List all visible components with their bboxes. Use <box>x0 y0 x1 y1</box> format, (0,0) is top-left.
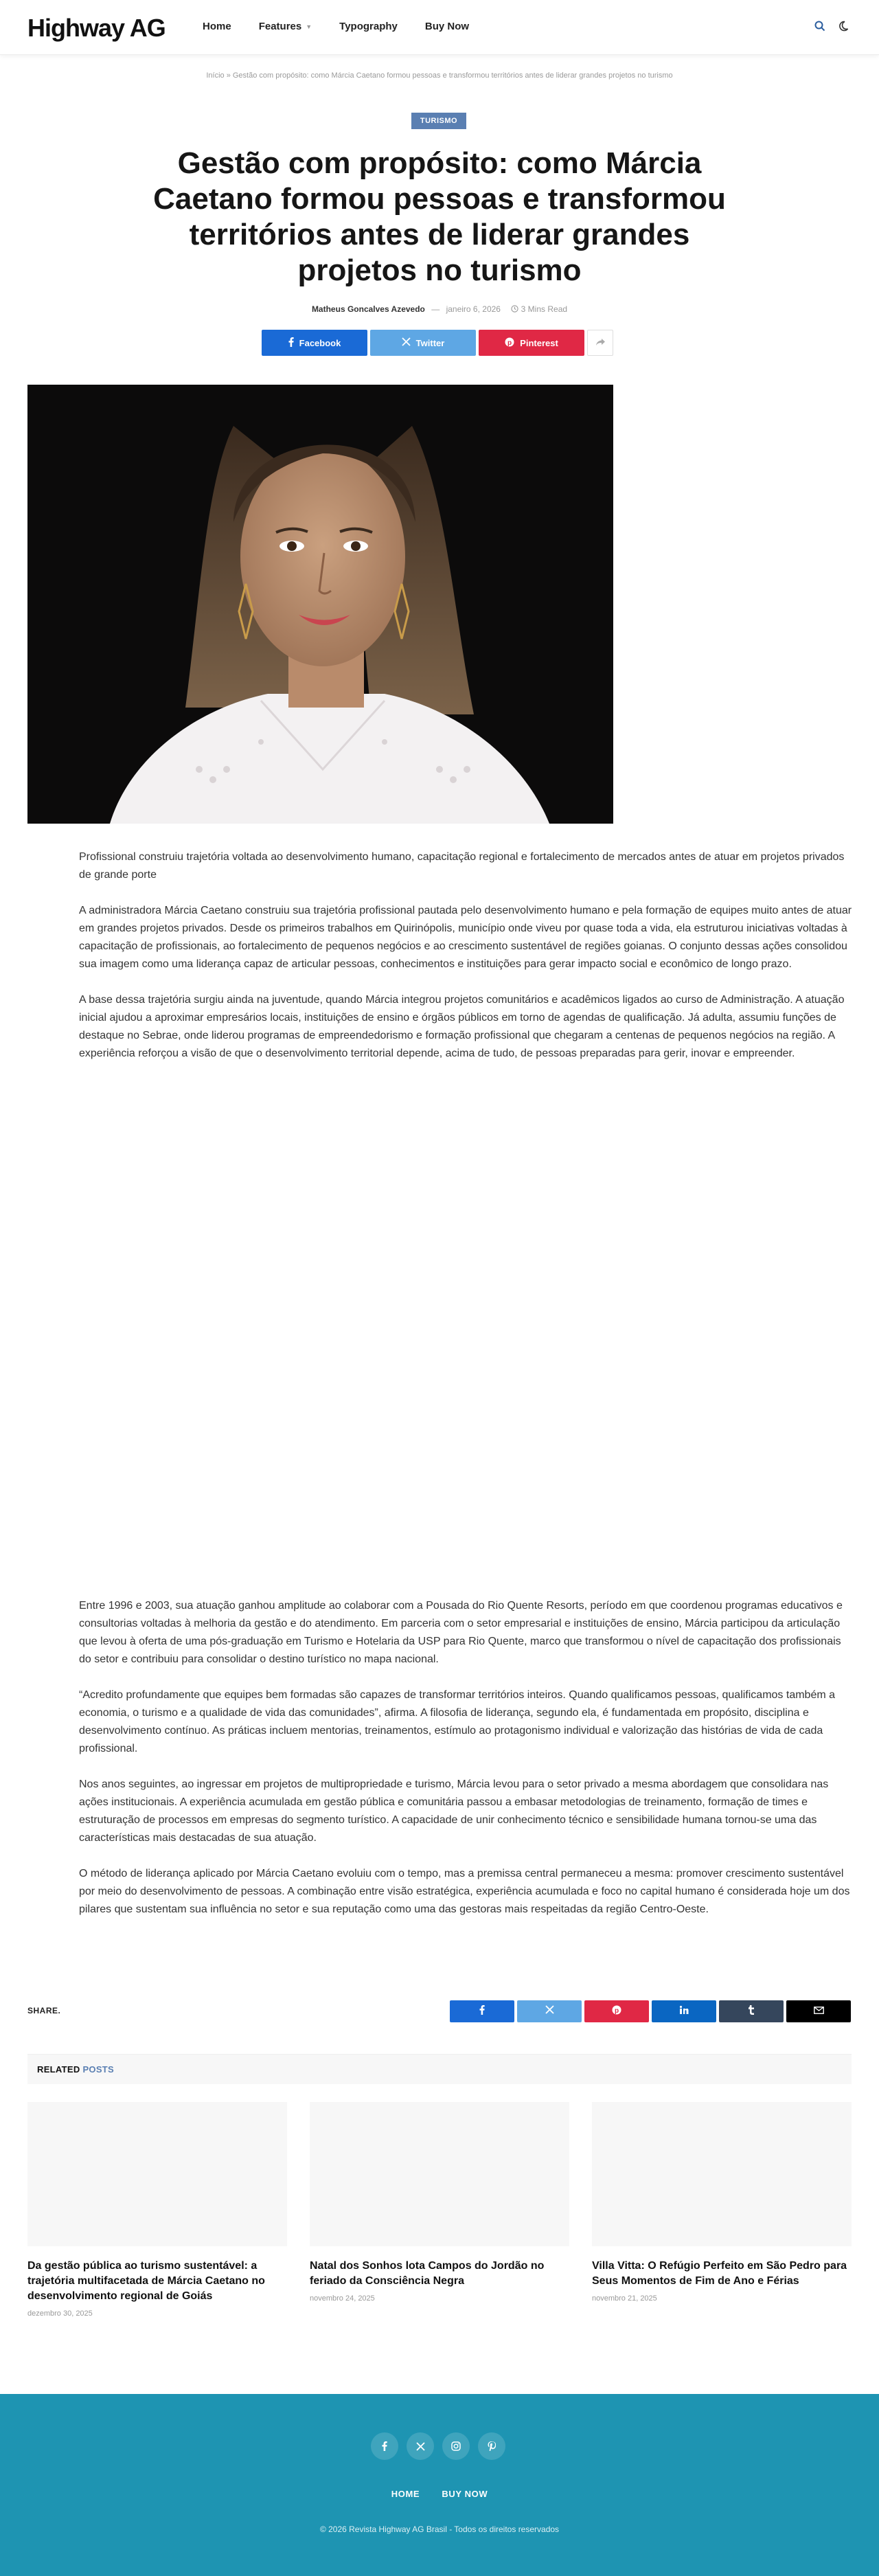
pinterest-icon <box>612 2005 621 2018</box>
related-posts-header <box>27 2054 852 2084</box>
related-post-thumbnail[interactable] <box>310 2102 569 2246</box>
facebook-icon[interactable] <box>371 2432 398 2460</box>
category-badge[interactable]: TURISMO <box>411 113 466 129</box>
share-twitter-button[interactable] <box>517 2000 582 2022</box>
footer-social-links <box>371 2432 505 2460</box>
related-post-thumbnail[interactable] <box>592 2102 852 2246</box>
site-footer <box>0 2394 879 2576</box>
breadcrumb[interactable]: Início » Gestão com propósito: como Márcia Caetano formou pessoas e transformou territórios antes de liderar grandes projetos no turismo <box>206 71 673 80</box>
svg-text:p: p <box>614 2007 619 2015</box>
article-paragraph: Nos anos seguintes, ao ingressar em projetos de multipropriedade e turismo, Márcia levou para o setor privado a mesma abordagem que consolidara nas ações institucionais. A experiência acumulada em gestão pública e comunitária passou a embasar metodologias de treinamento, formação de times e estruturação de processos em empresas do segmento turístico. A capacidade de unir conhecimento técnico e sensibilidade humana tornou-se uma das características mais destacadas de sua atuação. <box>79 1778 829 1844</box>
article-body-part-1 <box>79 848 855 1081</box>
meta-separator: — <box>431 304 440 314</box>
nav-features-label: Features <box>258 21 302 32</box>
related-post-thumbnail[interactable] <box>27 2102 287 2246</box>
share-arrow-icon <box>596 338 605 348</box>
share-twitter-button[interactable] <box>370 330 476 356</box>
footer-links <box>0 2489 879 2499</box>
nav-buy-now-label: Buy Now <box>424 21 470 32</box>
posts-label: POSTS <box>82 2064 115 2075</box>
nav-home-label: Home <box>203 21 231 32</box>
share-more-button[interactable] <box>587 330 613 356</box>
article-paragraph: “Acredito profundamente que equipes bem formadas são capazes de transformar territórios inteiros. Quando qualificamos pessoas, qualificamos também a economia, o turismo e a qualidade de vida das comunidades”, afirma. A filosofia de liderança, segundo ela, é fundamentada em propósito, disciplina e desenvolvimento contínuo. As práticas incluem mentorias, treinamentos, estímulo ao protagonismo individual e valorização das histórias de vida de cada profissional. <box>79 1689 836 1754</box>
related-post-title[interactable]: Villa Vitta: O Refúgio Perfeito em São Pedro para Seus Momentos de Fim de Ano e Férias <box>592 2260 847 2287</box>
pinterest-icon[interactable] <box>478 2432 505 2460</box>
share-pinterest-button[interactable] <box>479 330 584 356</box>
related-post-date: dezembro 30, 2025 <box>27 2309 93 2318</box>
share-facebook-button[interactable] <box>450 2000 514 2022</box>
share-label: SHARE. <box>27 2006 61 2015</box>
publish-date: janeiro 6, 2026 <box>446 304 501 314</box>
related-post-title[interactable]: Natal dos Sonhos lota Campos do Jordão no feriado da Consciência Negra <box>310 2260 545 2287</box>
related-label: RELATED <box>37 2064 80 2075</box>
hero-image <box>27 385 613 824</box>
x-twitter-icon <box>545 2005 554 2018</box>
pinterest-icon <box>505 337 514 349</box>
footer-copyright: © 2026 Revista Highway AG Brasil - Todos os direitos reservados <box>319 2524 560 2534</box>
author-name[interactable]: Matheus Goncalves Azevedo <box>311 304 425 314</box>
article-body-part-2 <box>79 1597 855 1936</box>
article-paragraph: Entre 1996 e 2003, sua atuação ganhou amplitude ao colaborar com a Pousada do Rio Quente Resorts, período em que coordenou programas educativos e consultorias voltadas à melhoria da gestão e do atendimento. Em parceria com o setor empresarial e instituições de ensino, Márcia participou da articulação que levou à oferta de uma pós-graduação em Turismo e Hotelaria da USP para Rio Quente, marco que transformou o nível de capacitação dos profissionais do setor e contribuiu para consolidar o destino turístico no mapa nacional. <box>79 1600 843 1665</box>
clock-icon <box>511 304 518 314</box>
dark-mode-icon[interactable] <box>836 19 850 33</box>
share-twitter-label: Twitter <box>415 337 445 348</box>
share-linkedin-button[interactable] <box>652 2000 716 2022</box>
nav-typography[interactable] <box>339 21 398 32</box>
footer-link-buy-now[interactable]: BUY NOW <box>442 2489 488 2499</box>
share-facebook-label: Facebook <box>299 337 341 348</box>
portrait-illustration <box>27 385 613 824</box>
article-paragraph: A administradora Márcia Caetano construiu sua trajetória profissional pautada pelo desenvolvimento humano e pela formação de equipes muito antes de atuar em grandes projetos privados. Desde os primeiros trabalhos em Quirinópolis, município onde viveu por quase toda a vida, ela estruturou iniciativas voltadas à capacitação de profissionais, ao fortalecimento de pequenos negócios e ao crescimento sustentável de regiões goianas. O conjunto dessas ações consolidou sua imagem como uma liderança capaz de articular pessoas, conhecimentos e instituições para gerar impacto social e econômico de longo prazo. <box>79 905 852 970</box>
main-nav <box>203 21 496 32</box>
nav-typography-label: Typography <box>339 21 398 32</box>
related-post-card[interactable] <box>27 2102 287 2318</box>
linkedin-icon <box>679 2005 689 2018</box>
article-paragraph: Profissional construiu trajetória voltada ao desenvolvimento humano, capacitação regional e fortalecimento de mercados antes de atuar em projetos privados de grande porte <box>79 851 845 881</box>
related-post-card[interactable] <box>592 2102 852 2303</box>
header-actions <box>813 19 850 33</box>
search-icon[interactable] <box>813 19 827 33</box>
related-post-title[interactable]: Da gestão pública ao turismo sustentável: a trajetória multifacetada de Márcia Caetano no desenvolvimento regional de Goiás <box>27 2260 265 2302</box>
article-paragraph: A base dessa trajetória surgiu ainda na juventude, quando Márcia integrou projetos comunitários e acadêmicos ligados ao curso de Administração. A atuação inicial ajudou a aproximar empresários locais, instituições de ensino e órgãos públicos em torno de agendas de qualificação. Já adulta, assumiu funções de destaque no Sebrae, onde liderou programas de empreendedorismo e formação profissional que chegaram a centenas de pequenos negócios na região. A experiência reforçou a visão de que o desenvolvimento territorial depende, acima de tudo, de pessoas preparadas para gerir, inovar e empreender. <box>79 994 845 1059</box>
footer-link-home[interactable]: HOME <box>391 2489 420 2499</box>
x-twitter-icon[interactable] <box>407 2432 434 2460</box>
share-email-button[interactable] <box>786 2000 851 2022</box>
share-bar-top <box>262 330 613 356</box>
related-post-card[interactable] <box>310 2102 569 2303</box>
share-pinterest-button[interactable] <box>584 2000 649 2022</box>
facebook-icon <box>479 2005 485 2018</box>
nav-home[interactable] <box>203 21 231 32</box>
chevron-down-icon: ▼ <box>306 23 312 30</box>
email-icon <box>814 2005 824 2018</box>
tumblr-icon <box>748 2005 755 2018</box>
site-logo[interactable]: Highway AG <box>27 14 165 42</box>
related-post-date: novembro 24, 2025 <box>310 2294 375 2303</box>
svg-text:p: p <box>507 339 512 347</box>
instagram-icon[interactable] <box>442 2432 470 2460</box>
site-header <box>0 0 879 55</box>
nav-features[interactable] <box>259 21 312 32</box>
facebook-icon <box>288 337 294 349</box>
x-twitter-icon <box>402 337 411 348</box>
share-tumblr-button[interactable] <box>719 2000 784 2022</box>
related-post-date: novembro 21, 2025 <box>592 2294 657 2303</box>
article-meta <box>0 304 879 314</box>
share-pinterest-label: Pinterest <box>520 337 558 348</box>
share-facebook-button[interactable] <box>262 330 367 356</box>
related-posts-title <box>37 2064 114 2075</box>
read-time: 3 Mins Read <box>521 304 568 314</box>
share-bar-bottom <box>450 2000 851 2022</box>
page-title: Gestão com propósito: como Márcia Caetano formou pessoas e transformou territórios antes de liderar grandes projetos no turismo <box>153 146 726 287</box>
article-paragraph: O método de liderança aplicado por Márcia Caetano evoluiu com o tempo, mas a premissa central permaneceu a mesma: promover crescimento sustentável por meio do desenvolvimento de pessoas. A combinação entre visão estratégica, experiência acumulada e foco no capital humano é considerada hoje um dos pilares que sustentam sua influência no setor e sua reputação como uma das gestoras mais respeitadas da região Centro-Oeste. <box>79 1868 850 1915</box>
nav-buy-now[interactable] <box>425 21 469 32</box>
